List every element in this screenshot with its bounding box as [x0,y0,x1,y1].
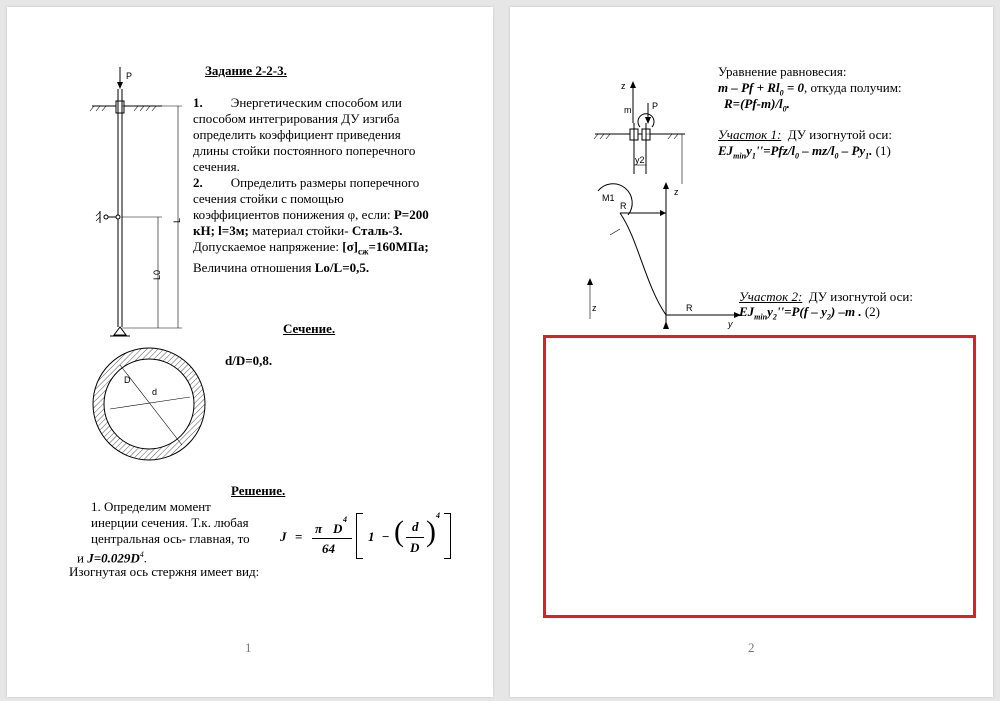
item-2-text-c: Допускаемое напряжение: [193,239,343,254]
solution-line-4-post: . [143,550,148,566]
p1-e: – Py [838,143,866,158]
item-2-number: 2. [193,175,203,190]
column-diagram [82,65,192,340]
p2-b: y [767,304,773,319]
p1-num: (1) [872,143,891,158]
p1-f: . [869,143,873,158]
section-heading: Сечение. [283,321,336,336]
part-2-equation [739,304,880,326]
formula-bracket-right [444,513,451,559]
task-item-1 [193,95,428,175]
formula-bracket-left [356,513,363,559]
inner-diameter-label: d [152,387,158,397]
eq2-formula: R=(Pf-m)/l [724,96,783,111]
item-2-sigma: [σ] [342,239,359,254]
equilibrium-line-2 [724,96,790,118]
eq2-sub: 0 [782,104,787,114]
eq1-sub: 0 [779,88,784,98]
p2-d: ) –m . [830,304,862,319]
formula-paren-left: ( [394,515,404,548]
formula-paren-right: ) [426,515,436,548]
axis-z-bottom: z [674,187,679,197]
formula-fraction-bar [312,538,352,539]
inertia-exponent: 4 [139,550,144,559]
formula-exp-4b: 4 [436,511,440,520]
length-L-label: L [172,217,182,223]
task-item-2 [193,175,433,276]
axis-z-left: z [592,303,597,313]
page-number-1: 1 [245,640,252,655]
load-P-label: P [652,101,659,111]
item-2-text-d: Величина отношения [193,259,315,275]
solution-line-2: инерции сечения. Т.к. любая [91,515,249,530]
p2-a: EJ [739,304,755,319]
p1-sub2: 1 [751,151,756,161]
solution-line-3: центральная ось- главная, то [91,531,250,546]
eq1-text: , откуда получим: [804,80,902,95]
p1-d: – mz/l [799,143,835,158]
section-ratio: d/D=0,8. [225,353,273,368]
inertia-result: J=0.029D [87,550,140,566]
p1-sub: min [733,151,747,161]
formula-64: 64 [322,541,335,556]
item-2-text-b: материал стойки- [248,223,352,238]
moment-M1-label: M1 [602,193,615,203]
reaction-R-bottom: R [686,303,693,313]
inertia-formula [280,511,455,566]
p2-sub: min [754,312,768,322]
p2-sub2: 2 [772,312,777,322]
formula-exp-4: 4 [343,515,347,524]
p1-c: ''=Pfz/l [755,143,796,158]
equilibrium-heading: Уравнение равновесия: [718,64,847,79]
item-2-steel: Сталь-3. [351,223,403,238]
part-1-label: Участок 1: [718,127,782,142]
p1-sub4: 0 [834,151,839,161]
p1-b: y [746,143,752,158]
item-2-text-a: Определить размеры поперечного сечения стойки с помощью коэффициентов понижения φ, если: [193,175,420,222]
task-title: Задание 2-2-3. [205,63,287,78]
p1-sub3: 0 [795,151,800,161]
part-1-text: ДУ изогнутой оси: [787,127,892,142]
y2-label-top: y2 [635,155,645,165]
solution-line-5: Изогнутая ось стержня имеет вид: [69,564,260,579]
solution-line-1: 1. Определим момент [91,499,211,514]
formula-eq: = [295,529,303,544]
length-L0-label: L0 [152,269,162,280]
formula-D: D [333,521,343,536]
part-2-text: ДУ изогнутой оси: [808,289,913,304]
solution-heading: Решение. [231,483,286,498]
formula-inner-bar [406,537,424,538]
cross-section-diagram [92,347,207,462]
axis-z-top: z [621,81,626,91]
item-2-load: P=200 кН; l=3м; [193,207,429,238]
page-number-2: 2 [748,640,755,655]
formula-one: 1 [368,529,375,544]
solution-line-4-pre: и [77,550,88,566]
item-1-text: Энергетическим способом или способом интегрирования ДУ изгиба определить коэффициент приведения длины стойки постоянного поперечного сечения. [193,95,416,174]
moment-m-label: m [624,105,632,115]
reaction-R-top: R [620,201,627,211]
item-1-number: 1. [193,95,203,110]
highlight-box [543,335,976,618]
p1-sub5: 1 [865,151,870,161]
formula-pi: π [315,521,323,536]
p2-sub3: 2 [826,312,831,322]
eq2-tail: . [786,96,790,111]
item-2-ratio: Lo/L=0,5. [314,259,370,275]
eq1-tail: = 0 [783,80,804,95]
formula-d: d [412,519,419,534]
formula-J: J [280,529,287,544]
p2-num: (2) [861,304,880,319]
p1-a: EJ [718,143,734,158]
axis-y-label: y [728,319,733,329]
item-2-sigma-sub: сж [358,246,369,257]
part-2-heading [739,289,913,305]
part-2-label: Участок 2: [739,289,803,304]
p2-c: ''=P(f – y [776,304,827,319]
formula-D-den: D [410,540,420,555]
part-1-equation [718,143,891,165]
load-label: P [126,71,133,81]
part-1-heading [718,127,892,143]
outer-diameter-label: D [124,375,131,385]
item-2-sigma-val: =160МПа; [368,239,429,254]
formula-minus: − [382,529,390,544]
document-page-1 [7,7,493,697]
eq1-formula: m – Pf + Rl [718,80,780,95]
